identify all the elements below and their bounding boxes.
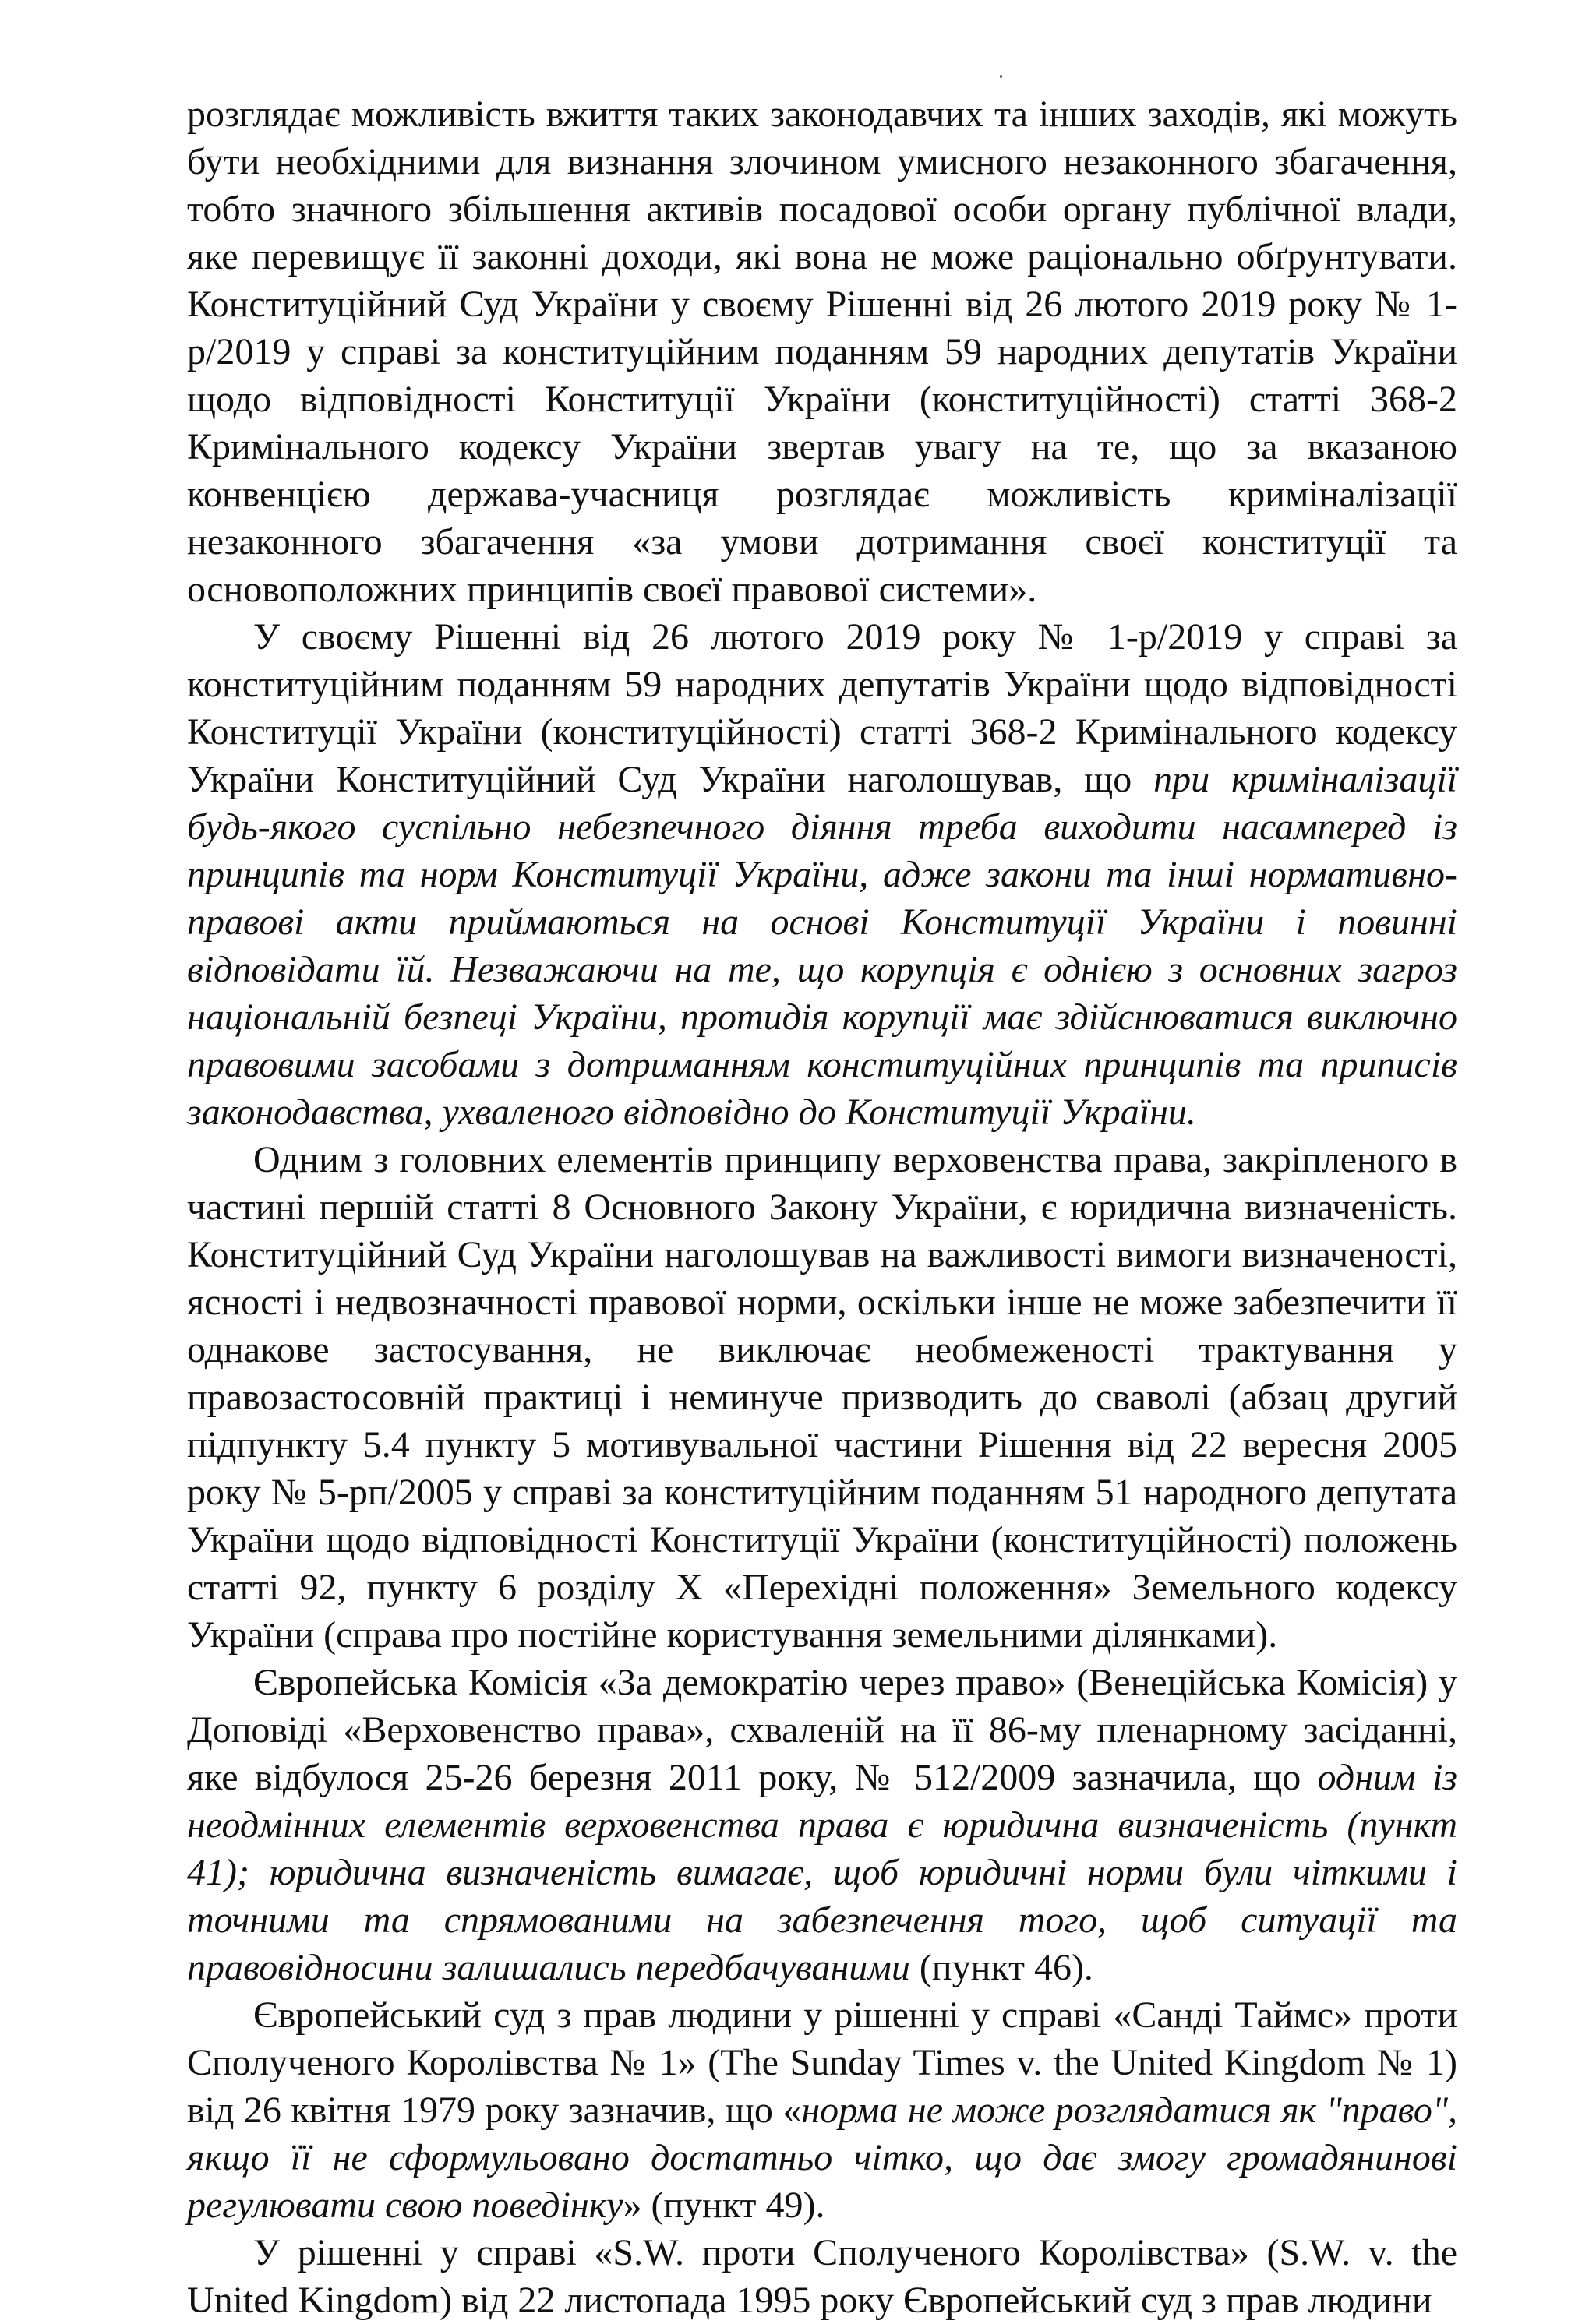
paragraph-4-quote: одним із неодмінних елементів верховенства права є юридична визначеність (пункт 41); юридична визначеність вимагає, щоб юридичні норми були чіткими і точними та спрямованими на забезпечення того, щоб ситуації та правовідносини залишались передбачуваними <box>187 1757 1458 1988</box>
paragraph-5-text: Європейський суд з прав людини у рішенні у справі «Санді Таймс» проти Сполученого Королівства № 1» (The Sunday Times v. the United Kingdom № 1) від 26 квітня 1979 року зазначив, що « <box>187 1994 1457 2131</box>
paragraph-4-reference: (пункт 46). <box>909 1947 1093 1988</box>
paragraph-6-text: У рішенні у справі «S.W. проти Сполученого Королівства» (S.W. v. the United Kingdom) від 22 листопада 1995 року Європейський суд з прав людини <box>187 2232 1457 2321</box>
paragraph-6 <box>187 2229 1457 2324</box>
paragraph-2 <box>187 613 1457 1136</box>
paragraph-4-text: Європейська Комісія «За демократію через право» (Венеційська Комісія) у Доповіді «Верховенство права», схваленій на її 86-му пленарному засіданні, яке відбулося 25-26 березня 2011 року, № 512/2009 зазначила, що <box>187 1662 1457 1798</box>
scan-speck <box>1000 75 1002 78</box>
paragraph-1-text: розглядає можливість вжиття таких законодавчих та інших заходів, які можуть бути необхідними для визнання злочином умисного незаконного збагачення, тобто значного збільшення активів посадової особи органу публічної влади, яке перевищує її законні доходи, які вона не може раціонально обґрунтувати. Конституційний Суд України у своєму Рішенні від 26 лютого 2019 року № 1-р/2019 у справі за конституційним поданням 59 народних депутатів України щодо відповідності Конституції України (конституційності) статті 368-2 Кримінального кодексу України звертав увагу на те, що за вказаною конвенцією держава-учасниця розглядає можливість криміналізації незаконного збагачення «за умови дотримання своєї конституції та основоположних принципів своєї правової системи». <box>187 93 1457 610</box>
paragraph-5 <box>187 1991 1457 2229</box>
paragraph-5-quote: норма не може розглядатися як "право", якщо її не сформульовано достатньо чітко, що дає змогу громадянинові регулювати свою поведінку <box>187 2089 1458 2226</box>
paragraph-3-text: Одним з головних елементів принципу верховенства права, закріпленого в частині першій статті 8 Основного Закону України, є юридична визначеність. Конституційний Суд України наголошував на важливості вимоги визначеності, ясності і недвозначності правової норми, оскільки інше не може забезпечити її однакове застосування, не виключає необмеженості трактування у правозастосовній практиці і неминуче призводить до сваволі (абзац другий підпункту 5.4 пункту 5 мотивувальної частини Рішення від 22 вересня 2005 року № 5-рп/2005 у справі за конституційним поданням 51 народного депутата України щодо відповідності Конституції України (конституційності) положень статті 92, пункту 6 розділу X «Перехідні положення» Земельного кодексу України (справа про постійне користування земельними ділянками). <box>187 1139 1457 1656</box>
document-body <box>187 90 1457 2324</box>
paragraph-5-reference: » (пункт 49). <box>623 2185 825 2226</box>
paragraph-2-quote: при криміналізації будь-якого суспільно небезпечного діяння треба виходити насамперед із принципів та норм Конституції України, адже закони та інші нормативно-правові акти приймаються на основі Конституції України і повинні відповідати їй. Незважаючи на те, що корупція є однією з основних загроз національній безпеці України, протидія корупції має здійснюватися виключно правовими засобами з дотриманням конституційних принципів та приписів законодавства, ухваленого відповідно до Конституції України. <box>187 759 1458 1133</box>
paragraph-1 <box>187 90 1457 613</box>
paragraph-2-text: У своєму Рішенні від 26 лютого 2019 року № 1-р/2019 у справі за конституційним поданням 59 народних депутатів України щодо відповідності Конституції України (конституційності) статті 368-2 Кримінального кодексу України Конституційний Суд України наголошував, що <box>187 616 1457 800</box>
paragraph-4 <box>187 1659 1457 1991</box>
paragraph-3 <box>187 1136 1457 1659</box>
